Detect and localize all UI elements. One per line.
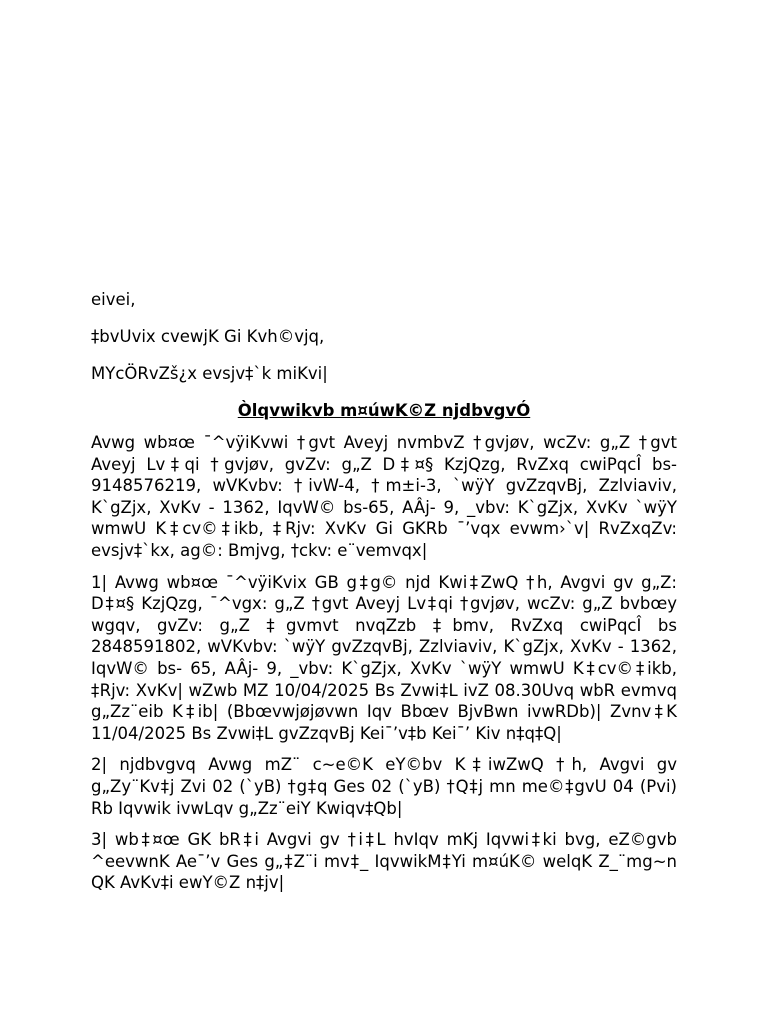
document-title: Òlqvwikvb m¤úwK©Z njdbvgvÓ (237, 401, 531, 420)
clause-3-paragraph: 3| wb‡¤œ GK bR‡i Avgvi gv †i‡L hvIqv mKj Iqvwi‡ki bvg, eZ©gvb ^eevwnK Ae¯’v Ges g„‡Z¨i mv‡_ IqvwikM‡Yi m¤úK© welqK Z_¨mg~n QK AvKv‡i ewY©Z n‡jv| (91, 830, 677, 893)
salutation: eivei, (91, 290, 136, 309)
intro-paragraph: Avwg wb¤œ ¯^vÿiKvwi †gvt Aveyj nvmbvZ †gvjøv, wcZv: g„Z †gvt Aveyj Lv‡qi †gvjøv, gvZv: g„Z D‡¤§ KzjQzg, RvZxq cwiPqcÎ bs- 9148576219, wVKvbv: †ivW-4, †m±i-3, `wÿY gvZzqvBj, Zzlviaviv, K`gZjx, XvKv - 1362, IqvW© bs-65, AÂj- 9, _vbv: K`gZjx, XvKv `wÿY wmwU K‡cv©‡ikb, ‡Rjv: XvKv Gi GKRb ¯’vqx evwm›`v| RvZxqZv: evsjv‡`kx, ag©: Bmjvg, †ckv: e¨vemvqx| (91, 433, 677, 560)
document-body (91, 288, 677, 904)
address-line-1: ‡bvUvix cvewjK Gi Kvh©vjq, (91, 327, 325, 346)
clause-1-paragraph: 1| Avwg wb¤œ ¯^vÿiKvix GB g‡g© njd Kwi‡ZwQ †h, Avgvi gv g„Z: D‡¤§ KzjQzg, ¯^vgx: g„Z †gvt Aveyj Lv‡qi †gvjøv, wcZv: g„Z bvbœy wgqv, gvZv: g„Z ‡gvmvt nvqZzb ‡bmv, RvZxq cwiPqcÎ bs 2848591802, wVKvbv: `wÿY gvZzqvBj, Zzlviaviv, K`gZjx, XvKv - 1362, IqvW© bs- 65, AÂj- 9, _vbv: K`gZjx, XvKv `wÿY wmwU K‡cv©‡ikb, ‡Rjv: XvKv| wZwb MZ 10/04/2025 Bs Zvwi‡L ivZ 08.30Uvq wbR evmvq g„Zz¨eib K‡ib| (Bbœvwjøjøvwn Iqv Bbœv BjvBwn ivwRDb)| Zvnv‡K 11/04/2025 Bs Zvwi‡L gvZzqvBj Kei¯’v‡b Kei¯’ Kiv n‡q‡Q| (91, 572, 677, 743)
address-line-2: MYcÖRvZš¿x evsjv‡`k miKvi| (91, 364, 328, 383)
clause-2-paragraph: 2| njdbvgvq Avwg mZ¨ c~e©K eY©bv K‡iwZwQ †h, Avgvi gv g„Zy¨Kv‡j Zvi 02 (`yB) †g‡q Ges 02 (`yB) †Q‡j mn me©‡gvU 04 (Pvi) Rb Iqvwik ivwLqv g„Zz¨eiY Kwiqv‡Qb| (91, 755, 677, 818)
